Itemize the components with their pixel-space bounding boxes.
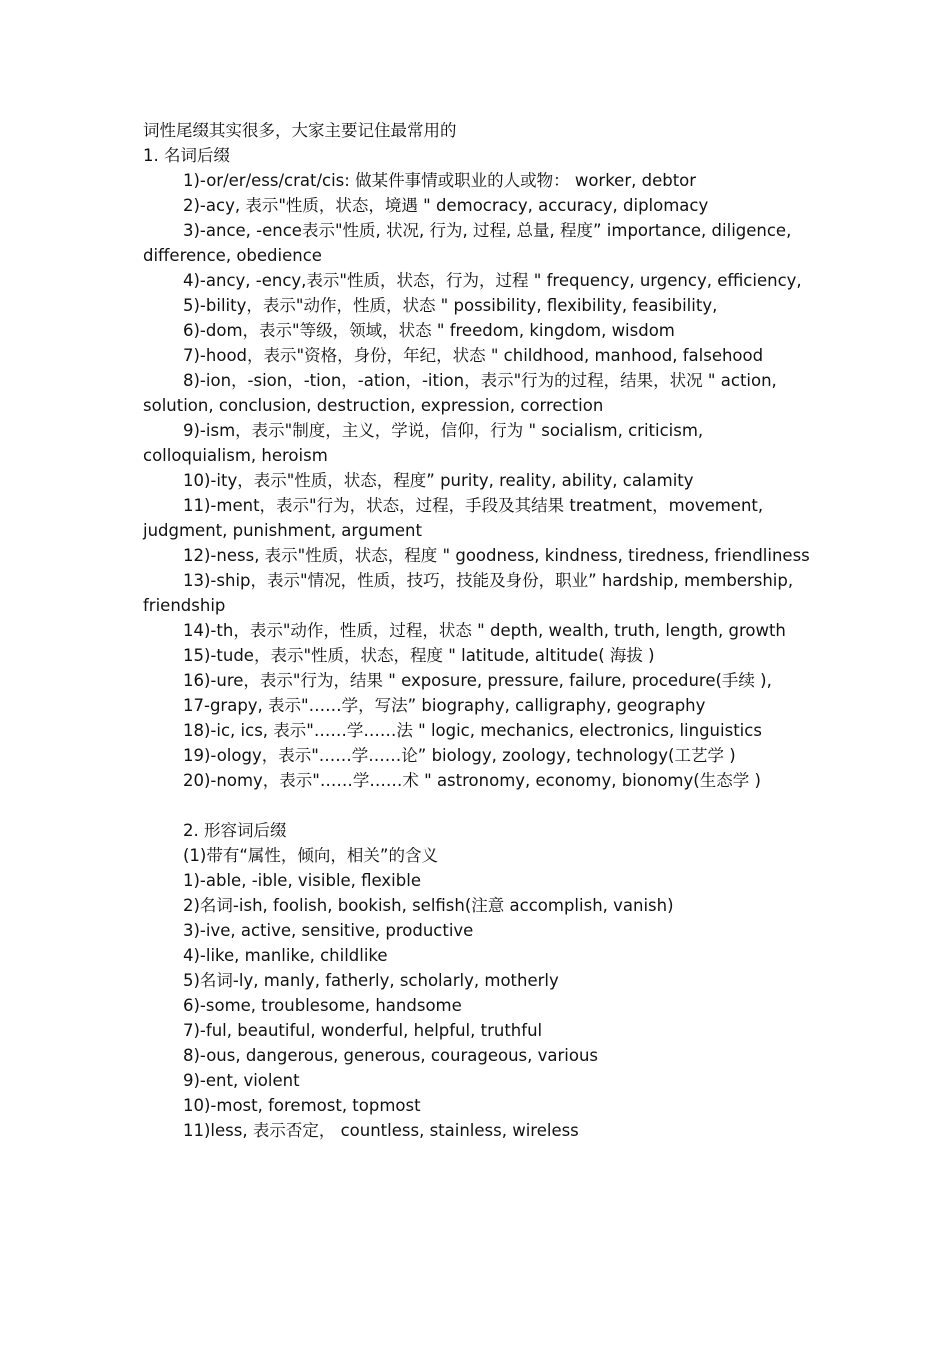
noun-suffix-item: 11)-ment，表示"行为，状态，过程，手段及其结果 treatment，movement, judgment, punishment, argument — [143, 496, 764, 540]
noun-suffix-item: 4)-ancy, -ency,表示"性质，状态，行为，过程 " frequency, urgency, efficiency, — [183, 271, 802, 290]
adjective-suffix-item: 4)-like, manlike, childlike — [183, 946, 388, 965]
adjective-suffix-item: 11)less, 表示否定， countless, stainless, wireless — [183, 1121, 579, 1140]
adjective-suffix-item: 6)-some, troublesome, handsome — [183, 996, 462, 1015]
noun-suffix-item: 13)-ship，表示"情况，性质，技巧，技能及身份，职业” hardship, membership, friendship — [143, 571, 794, 615]
adjective-suffix-item: 10)-most, foremost, topmost — [183, 1096, 421, 1115]
adjective-suffix-item: 5)名词-ly, manly, fatherly, scholarly, motherly — [183, 971, 559, 990]
noun-suffix-item: 20)-nomy，表示"……学……术 " astronomy, economy, bionomy(生态学 ) — [183, 771, 761, 790]
noun-suffix-heading: 1. 名词后缀 — [143, 146, 230, 165]
noun-suffix-item: 15)-tude，表示"性质，状态，程度 " latitude, altitude( 海拔 ) — [183, 646, 655, 665]
adjective-suffix-subheading: (1)带有“属性，倾向，相关”的含义 — [183, 846, 438, 865]
adjective-suffix-item: 1)-able, -ible, visible, flexible — [183, 871, 421, 890]
noun-suffix-item: 1)-or/er/ess/crat/cis: 做某件事情或职业的人或物： worker, debtor — [183, 171, 697, 190]
noun-suffix-item: 12)-ness, 表示"性质，状态，程度 " goodness, kindness, tiredness, friendliness — [183, 546, 810, 565]
adjective-suffix-heading: 2. 形容词后缀 — [183, 821, 287, 840]
document-page — [143, 118, 815, 1143]
noun-suffix-item: 9)-ism，表示"制度，主义，学说，信仰，行为 " socialism, criticism, colloquialism, heroism — [143, 421, 704, 465]
adjective-suffix-item: 9)-ent, violent — [183, 1071, 300, 1090]
noun-suffix-item: 18)-ic, ics, 表示"……学……法 " logic, mechanics, electronics, linguistics — [183, 721, 762, 740]
noun-suffix-item: 6)-dom，表示"等级，领域，状态 " freedom, kingdom, wisdom — [183, 321, 675, 340]
spacer — [143, 793, 815, 818]
adjective-suffix-item: 8)-ous, dangerous, generous, courageous, various — [183, 1046, 599, 1065]
noun-suffix-item: 14)-th，表示"动作，性质，过程，状态 " depth, wealth, truth, length, growth — [183, 621, 786, 640]
adjective-suffix-item: 3)-ive, active, sensitive, productive — [183, 921, 474, 940]
noun-suffix-item: 2)-acy, 表示"性质，状态，境遇 " democracy, accuracy, diplomacy — [183, 196, 709, 215]
noun-suffix-item: 3)-ance, -ence表示"性质, 状况, 行为, 过程, 总量, 程度” importance, diligence, difference, obedience — [143, 221, 792, 265]
noun-suffix-item: 16)-ure，表示"行为，结果 " exposure, pressure, failure, procedure(手续 ), — [183, 671, 772, 690]
noun-suffix-item: 8)-ion，-sion，-tion，-ation，-ition，表示"行为的过程，结果，状况 " action, solution, conclusion, destruction, expression, correction — [143, 371, 777, 415]
noun-suffix-item: 10)-ity，表示"性质，状态，程度” purity, reality, ability, calamity — [183, 471, 694, 490]
noun-suffix-item: 7)-hood，表示"资格，身份，年纪，状态 " childhood, manhood, falsehood — [183, 346, 764, 365]
adjective-suffix-item: 2)名词-ish, foolish, bookish, selfish(注意 accomplish, vanish) — [183, 896, 674, 915]
noun-suffix-item: 17-grapy, 表示"……学，写法” biography, calligraphy, geography — [183, 696, 706, 715]
noun-suffix-item: 19)-ology，表示"……学……论” biology, zoology, technology(工艺学 ) — [183, 746, 736, 765]
noun-suffix-item: 5)-bility，表示"动作，性质，状态 " possibility, flexibility, feasibility, — [183, 296, 718, 315]
adjective-suffix-item: 7)-ful, beautiful, wonderful, helpful, truthful — [183, 1021, 543, 1040]
intro-text: 词性尾缀其实很多，大家主要记住最常用的 — [143, 121, 457, 140]
